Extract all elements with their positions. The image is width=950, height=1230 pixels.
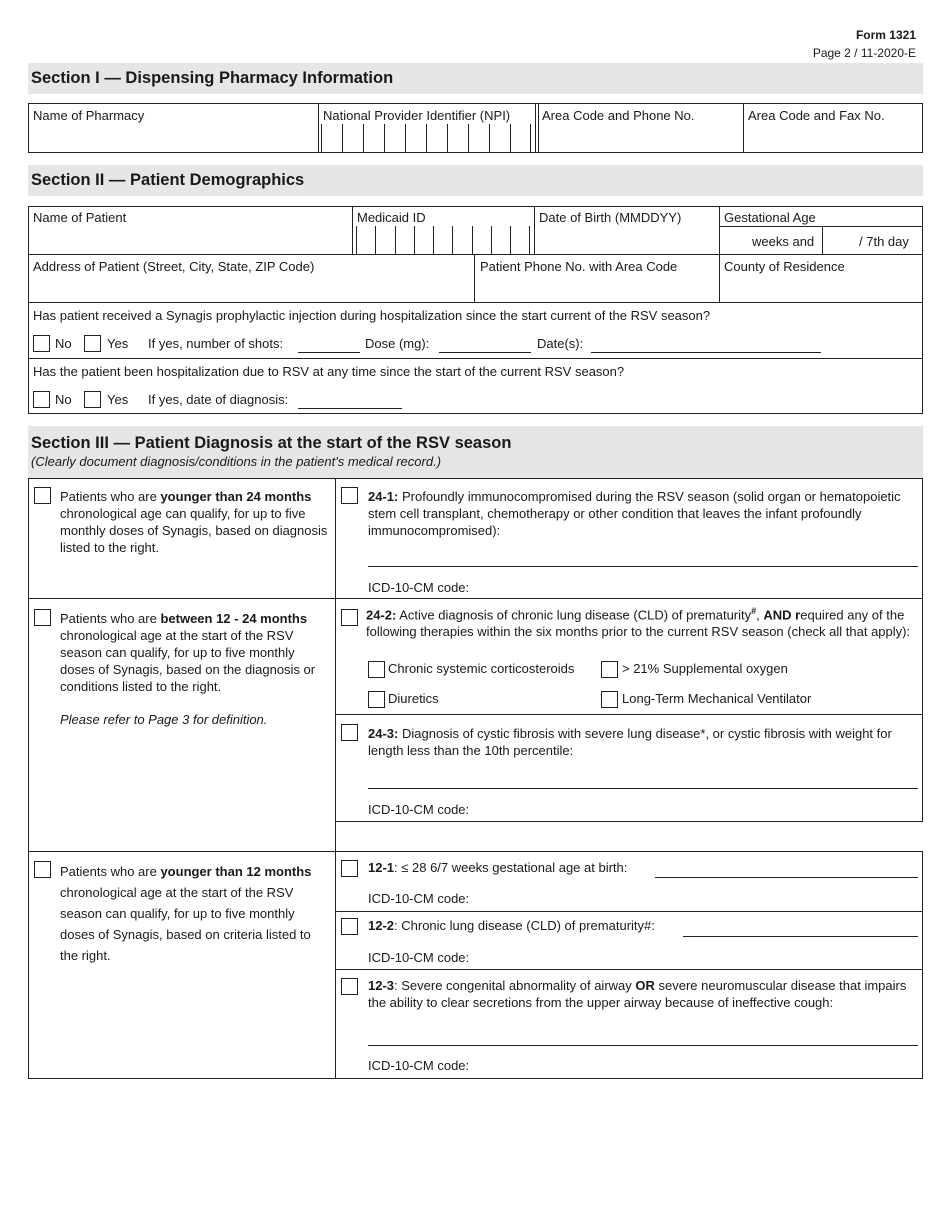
12-24-months-text: Patients who are between 12 - 24 months chronological age at the start of the RSV season can qualify, for up to five monthly doses of Synagis, based on the diagnosis or conditions listed to the right. [60,611,316,694]
criterion-12-3-input[interactable] [368,1045,918,1046]
ventilator-label: Long-Term Mechanical Ventilator [622,691,812,706]
q1-shots-input[interactable] [298,352,360,353]
criterion-24-1-input[interactable] [368,566,918,567]
address-label: Address of Patient (Street, City, State, ZIP Code) [33,259,315,274]
npi-label: National Provider Identifier (NPI) [323,108,511,123]
question-prior-injection: Has patient received a Synagis prophylactic injection during hospitalization since the start current of the RSV season? [33,308,711,323]
criterion-24-2-checkbox[interactable] [341,609,358,626]
q1-no-checkbox[interactable] [33,335,50,352]
corticosteroids-label: Chronic systemic corticosteroids [388,661,575,676]
criterion-12-2-checkbox[interactable] [341,918,358,935]
pharmacy-phone-label: Area Code and Phone No. [542,108,695,123]
patient-phone-label: Patient Phone No. with Area Code [480,259,678,274]
section1-title: Section I — Dispensing Pharmacy Information [31,69,394,87]
under-24-months-text: Patients who are younger than 24 months chronological age can qualify, for up to five monthly doses of Synagis, based on diagnosis listed to the right. [60,489,328,555]
county-label: County of Residence [724,259,845,274]
q1-no-label: No [55,336,72,351]
criterion-12-2-input[interactable] [683,936,918,937]
name-of-patient-label: Name of Patient [33,210,127,225]
section3-title: Section III — Patient Diagnosis at the start of the RSV season [31,434,512,452]
criterion-12-2-text: 12-2: Chronic lung disease (CLD) of prematurity#: [368,918,655,933]
criterion-24-3-text: 24-3: Diagnosis of cystic fibrosis with severe lung disease*, or cystic fibrosis with weight for length less than the 10th percentile: [368,726,892,758]
q1-shots-label: If yes, number of shots: [148,336,284,351]
section2-title: Section II — Patient Demographics [31,171,305,189]
q1-dose-label: Dose (mg): [365,336,430,351]
criterion-12-3-icd-label: ICD-10-CM code: [368,1058,470,1073]
criterion-12-1-input[interactable] [655,877,918,878]
question-rsv-hospitalization: Has the patient been hospitalization due to RSV at any time since the start of the current RSV season? [33,364,625,379]
criterion-24-3-icd-label: ICD-10-CM code: [368,802,470,817]
npi-input[interactable] [321,124,533,152]
weeks-and-label: weeks and [752,234,815,249]
q1-yes-checkbox[interactable] [84,335,101,352]
medicaid-id-label: Medicaid ID [357,210,426,225]
q1-dates-input[interactable] [591,352,821,353]
q2-yes-label: Yes [107,392,129,407]
section1-band [28,63,923,94]
corticosteroids-checkbox[interactable] [368,661,385,678]
seventh-day-label: / 7th day [859,234,909,249]
q2-no-label: No [55,392,72,407]
criterion-12-3-checkbox[interactable] [341,978,358,995]
q1-dates-label: Date(s): [537,336,584,351]
criterion-24-2-text: 24-2: Active diagnosis of chronic lung disease (CLD) of prematurity#, AND required any of the following therapies within the six months prior to the current RSV season (check all that apply): [366,606,911,640]
form-number: Form 1321 [855,28,916,42]
under-24-months-checkbox[interactable] [34,487,51,504]
q2-diagnosis-input[interactable] [298,408,402,409]
diuretics-checkbox[interactable] [368,691,385,708]
diuretics-label: Diuretics [388,691,439,706]
criterion-12-1-checkbox[interactable] [341,860,358,877]
under-12-months-text: Patients who are younger than 12 months chronological age at the start of the RSV season can qualify, for up to five monthly doses of Synagis, based on criteria listed to the right. [60,864,312,963]
criterion-24-1-checkbox[interactable] [341,487,358,504]
pharmacy-fax-label: Area Code and Fax No. [748,108,885,123]
criterion-12-1-icd-label: ICD-10-CM code: [368,891,470,906]
q2-yes-checkbox[interactable] [84,391,101,408]
under-12-months-checkbox[interactable] [34,861,51,878]
criterion-12-3-text: 12-3: Severe congenital abnormality of airway OR severe neuromuscular disease that impairs the ability to clear secretions from the upper airway because of ineffective cough: [368,978,907,1010]
medicaid-id-input[interactable] [356,226,530,254]
supplemental-oxygen-checkbox[interactable] [601,661,618,678]
12-24-months-checkbox[interactable] [34,609,51,626]
name-of-pharmacy-label: Name of Pharmacy [33,108,145,123]
section3-subtitle: (Clearly document diagnosis/conditions in the patient's medical record.) [31,454,442,469]
gestational-age-label: Gestational Age [724,210,816,225]
ventilator-checkbox[interactable] [601,691,618,708]
criterion-24-1-icd-label: ICD-10-CM code: [368,580,470,595]
criterion-12-1-text: 12-1: ≤ 28 6/7 weeks gestational age at birth: [368,860,628,875]
section3-band [28,426,923,478]
criterion-24-3-input[interactable] [368,788,918,789]
criterion-24-3-checkbox[interactable] [341,724,358,741]
supplemental-oxygen-label: > 21% Supplemental oxygen [622,661,788,676]
q1-yes-label: Yes [107,336,129,351]
q2-diagnosis-label: If yes, date of diagnosis: [148,392,289,407]
section2-band [28,165,923,196]
q2-no-checkbox[interactable] [33,391,50,408]
dob-label: Date of Birth (MMDDYY) [539,210,682,225]
criterion-24-1-text: 24-1: Profoundly immunocompromised during the RSV season (solid organ or hematopoietic stem cell transplant, chemotherapy or other condition that leaves the infant profoundly immunocompromised): [368,489,901,538]
definition-note: Please refer to Page 3 for definition. [60,712,268,727]
page-info: Page 2 / 11-2020-E [812,46,916,60]
q1-dose-input[interactable] [439,352,531,353]
criterion-12-2-icd-label: ICD-10-CM code: [368,950,470,965]
